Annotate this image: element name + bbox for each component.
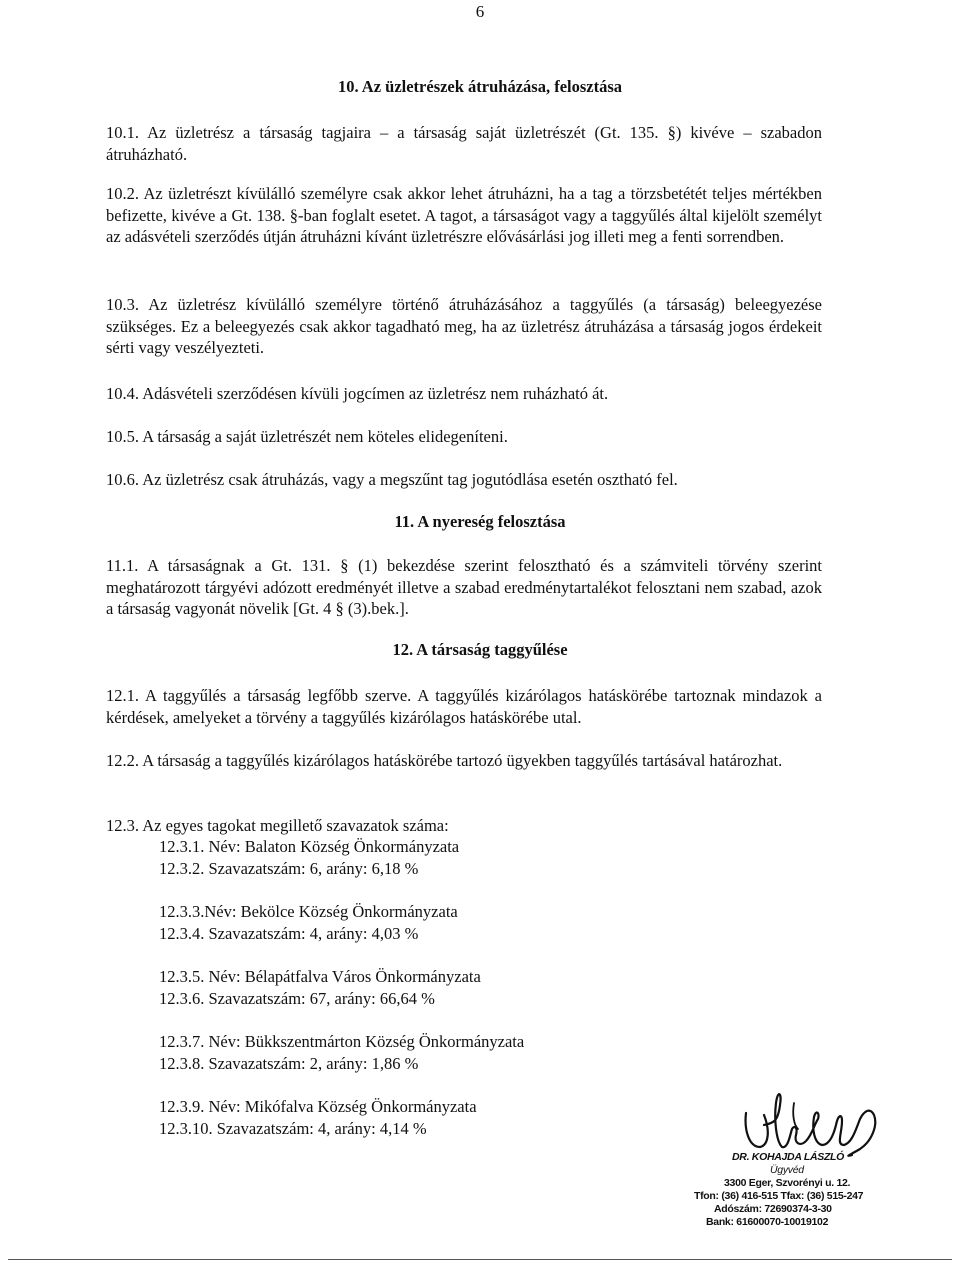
section-11-heading: 11. A nyereség felosztása bbox=[394, 512, 566, 531]
stamp-title: Ügyvéd bbox=[770, 1164, 804, 1176]
member-list-item: 12.3.5. Név: Bélapátfalva Város Önkormányzata bbox=[159, 967, 481, 986]
member-list-item: 12.3.4. Szavazatszám: 4, arány: 4,03 % bbox=[159, 924, 419, 943]
paragraph-10-5: 10.5. A társaság a saját üzletrészét nem köteles elidegeníteni. bbox=[106, 427, 508, 446]
page-number: 6 bbox=[475, 2, 485, 21]
member-list-item: 12.3.7. Név: Bükkszentmárton Község Önkormányzata bbox=[159, 1032, 525, 1051]
member-list-item: 12.3.10. Szavazatszám: 4, arány: 4,14 % bbox=[159, 1119, 427, 1138]
footer-rule bbox=[8, 1259, 952, 1260]
stamp-phone: Tfon: (36) 416-515 Tfax: (36) 515-247 bbox=[694, 1190, 864, 1202]
paragraph-10-2: 10.2. Az üzletrészt kívülálló személyre csak akkor lehet átruházni, ha a tag a törzsbetétét teljes mértékben befizette, kivéve a Gt. 138. §-ban foglalt esetet. A tagot, a társaságot vagy a taggyűlés által kijelölt személyt az adásvételi szerződés útján átruházni kívánt üzletrészre elővásárlási jog illeti meg a fenti sorrendben. bbox=[106, 184, 822, 246]
stamp-name: DR. KOHAJDA LÁSZLÓ bbox=[732, 1151, 845, 1163]
stamp-tax-number: Adószám: 72690374-3-30 bbox=[714, 1203, 832, 1215]
paragraph-12-1: 12.1. A taggyűlés a társaság legfőbb szerve. A taggyűlés kizárólagos hatáskörébe tartoznak mindazok a kérdések, amelyeket a törvény a taggyűlés kizárólagos hatáskörébe utal. bbox=[106, 686, 822, 727]
member-list-item: 12.3.8. Szavazatszám: 2, arány: 1,86 % bbox=[159, 1054, 419, 1073]
stamp-address: 3300 Eger, Szvorényi u. 12. bbox=[724, 1177, 851, 1189]
section-12-heading: 12. A társaság taggyűlése bbox=[392, 640, 568, 659]
paragraph-10-6: 10.6. Az üzletrész csak átruházás, vagy a megszűnt tag jogutódlása esetén osztható fel. bbox=[106, 470, 678, 489]
section-10-heading: 10. Az üzletrészek átruházása, felosztása bbox=[337, 77, 623, 96]
paragraph-10-1: 10.1. Az üzletrész a társaság tagjaira – a társaság saját üzletrészét (Gt. 135. §) kivéve – szabadon átruházható. bbox=[106, 123, 822, 164]
stamp-bank: Bank: 61600070-10019102 bbox=[706, 1216, 829, 1228]
member-list-item: 12.3.6. Szavazatszám: 67, arány: 66,64 % bbox=[159, 989, 435, 1008]
member-list-item: 12.3.9. Név: Mikófalva Község Önkormányzata bbox=[159, 1097, 477, 1116]
paragraph-12-2: 12.2. A társaság a taggyűlés kizárólagos hatáskörébe tartozó ügyekben taggyűlés tartásával határozhat. bbox=[106, 751, 783, 770]
member-list-item: 12.3.2. Szavazatszám: 6, arány: 6,18 % bbox=[159, 859, 419, 878]
member-list-item: 12.3.3.Név: Bekölce Község Önkormányzata bbox=[159, 902, 458, 921]
paragraph-10-3: 10.3. Az üzletrész kívülálló személyre történő átruházásához a taggyűlés (a társaság) beleegyezése szükséges. Ez a beleegyezés csak akkor tagadható meg, ha az üzletrész átruházása a társaság jogos érdekeit sérti vagy veszélyezteti. bbox=[106, 295, 822, 357]
paragraph-12-3: 12.3. Az egyes tagokat megillető szavazatok száma: bbox=[106, 816, 449, 835]
lawyer-stamp bbox=[694, 1085, 904, 1240]
member-list-item: 12.3.1. Név: Balaton Község Önkormányzata bbox=[159, 837, 460, 856]
paragraph-11-1: 11.1. A társaságnak a Gt. 131. § (1) bekezdése szerint felosztható és a számviteli törvény szerint meghatározott tárgyévi adózott eredményét illetve a szabad eredménytartalékot felosztani nem szabad, azok a társaság vagyonát növelik [Gt. 4 § (3).bek.]. bbox=[106, 556, 822, 618]
paragraph-10-4: 10.4. Adásvételi szerződésen kívüli jogcímen az üzletrész nem ruházható át. bbox=[106, 384, 609, 403]
